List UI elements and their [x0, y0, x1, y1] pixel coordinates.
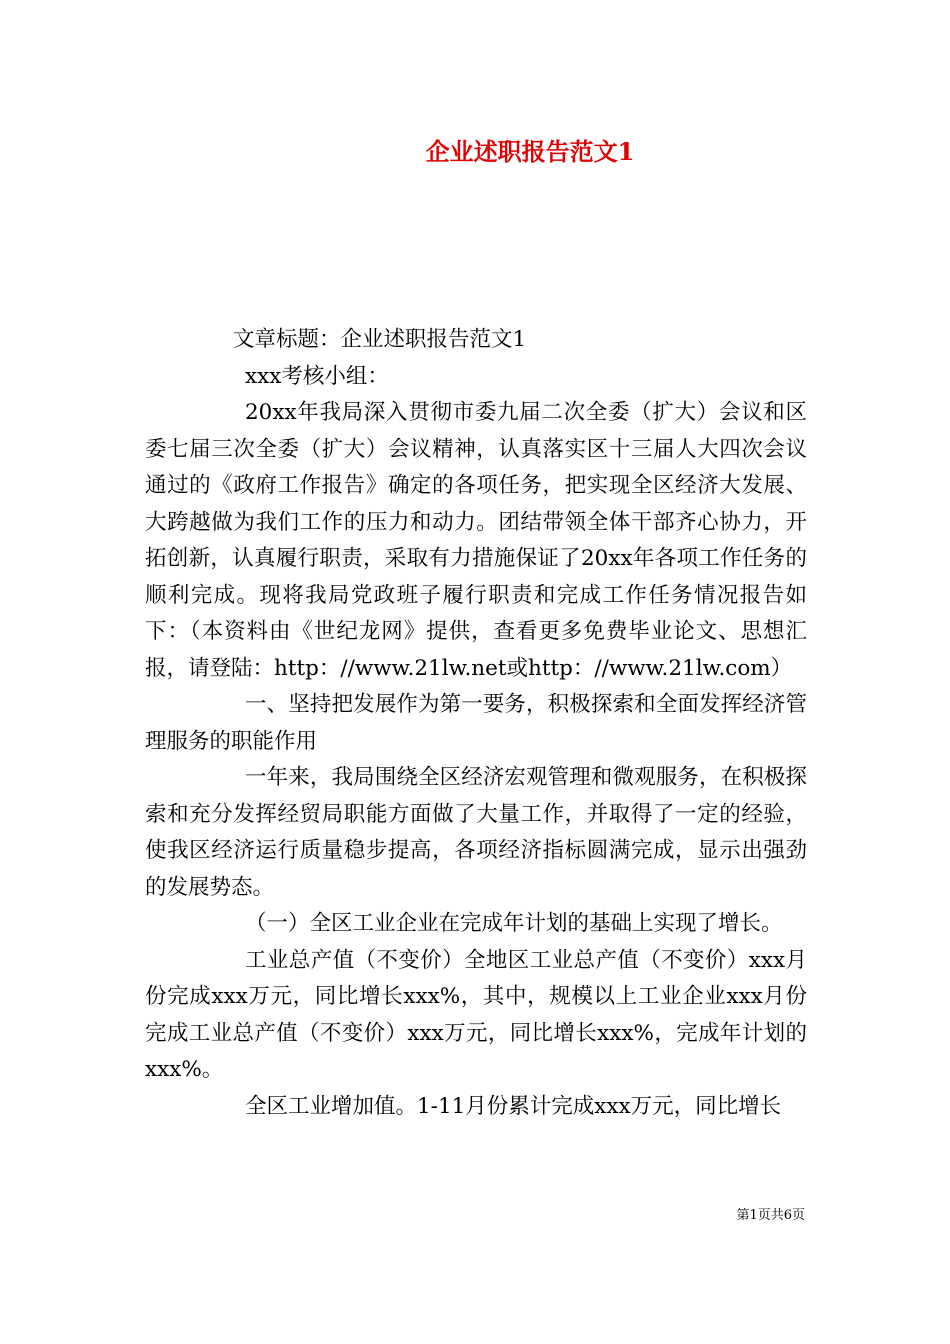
salutation: xxx考核小组：: [245, 363, 389, 389]
section-heading-1: 一、坚持把发展作为第一要务，积极探索和全面发挥经济管理服务的职能作用: [145, 692, 807, 754]
article-title-line: 文章标题：企业述职报告范文1: [233, 327, 527, 352]
paragraph-output-value: 工业总产值（不变价）全地区工业总产值（不变价）xxx月份完成xxx万元，同比增长xxx%，其中，规模以上工业企业xxx月份完成工业总产值（不变价）xxx万元，同比增长xxx%，完成年计划的xxx%。: [145, 947, 807, 1082]
page-number: 第1页共6页: [736, 1208, 805, 1223]
document-body: [145, 322, 807, 1125]
subsection-heading-1: （一）全区工业企业在完成年计划的基础上实现了增长。: [245, 911, 783, 936]
paragraph-added-value: 全区工业增加值。1-11月份累计完成xxx万元，同比增长: [245, 1093, 782, 1119]
paragraph-overview: 一年来，我局围绕全区经济宏观管理和微观服务，在积极探索和充分发挥经贸局职能方面做了大量工作，并取得了一定的经验，使我区经济运行质量稳步提高，各项经济指标圆满完成，显示出强劲的发展势态。: [145, 765, 807, 900]
paragraph-intro: 20xx年我局深入贯彻市委九届二次全委（扩大）会议和区委七届三次全委（扩大）会议精神，认真落实区十三届人大四次会议通过的《政府工作报告》确定的各项任务，把实现全区经济大发展、大跨越做为我们工作的压力和动力。团结带领全体干部齐心协力，开拓创新，认真履行职责，采取有力措施保证了20xx年各项工作任务的顺利完成。现将我局党政班子履行职责和完成工作任务情况报告如下：（本资料由《世纪龙网》提供，查看更多免费毕业论文、思想汇报，请登陆：http：//www.21lw.net或http：//www.21lw.com）: [145, 400, 807, 681]
document-title: 企业述职报告范文1: [425, 137, 635, 166]
